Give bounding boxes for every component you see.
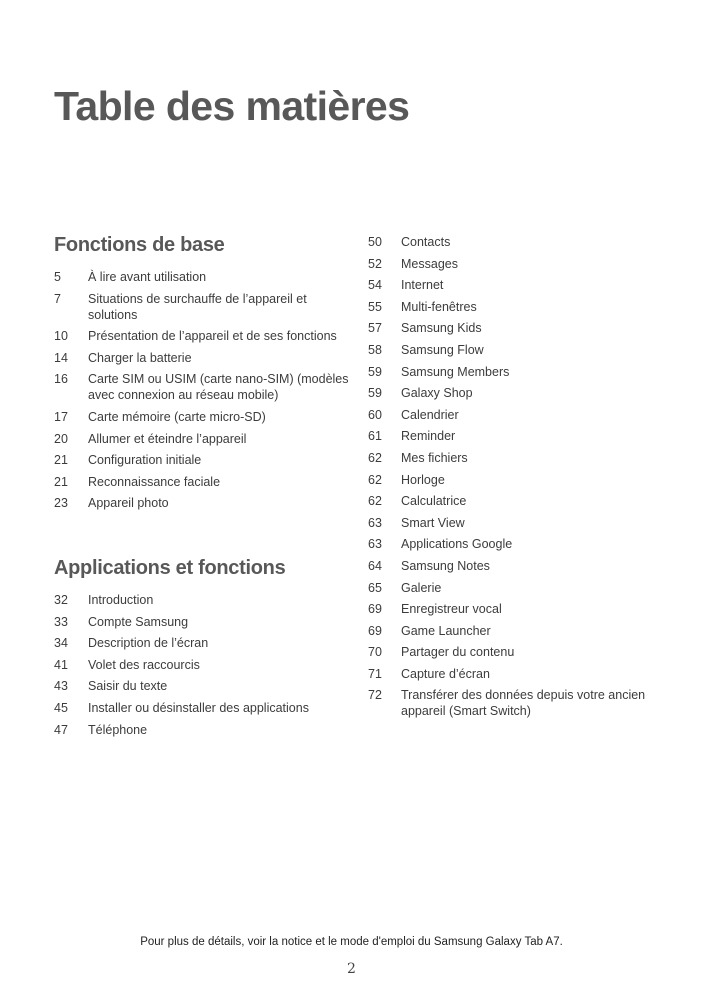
toc-list xyxy=(368,234,668,719)
toc-entry-text: Samsung Members xyxy=(401,364,510,379)
toc-page-number: 59 xyxy=(368,364,382,379)
toc-list xyxy=(54,592,354,738)
toc-page-number: 62 xyxy=(368,472,382,487)
toc-entry-text: Carte mémoire (carte micro-SD) xyxy=(88,409,266,424)
toc-entry[interactable] xyxy=(54,700,354,716)
toc-entry-text: Samsung Kids xyxy=(401,321,482,336)
toc-entry-text: Compte Samsung xyxy=(88,614,189,629)
toc-entry[interactable] xyxy=(368,428,668,444)
toc-entry-text: Transférer des données depuis votre ancien appareil (Smart Switch) xyxy=(401,688,646,719)
toc-entry-text: Présentation de l’appareil et de ses fonctions xyxy=(88,329,337,344)
toc-entry[interactable] xyxy=(368,407,668,423)
toc-entry-text: Reminder xyxy=(401,429,456,444)
toc-entry-text: Samsung Notes xyxy=(401,558,490,573)
toc-page-number: 47 xyxy=(54,722,68,737)
toc-page-number: 17 xyxy=(54,409,68,424)
toc-entry[interactable] xyxy=(54,328,354,344)
toc-entry[interactable] xyxy=(368,299,668,315)
toc-page-number: 54 xyxy=(368,278,382,293)
toc-page-number: 14 xyxy=(54,350,68,365)
toc-entry[interactable] xyxy=(54,722,354,738)
toc-entry[interactable] xyxy=(54,678,354,694)
toc-entry-text: Configuration initiale xyxy=(88,453,202,468)
toc-entry[interactable] xyxy=(368,644,668,660)
toc-entry[interactable] xyxy=(368,320,668,336)
toc-entry[interactable] xyxy=(368,342,668,358)
toc-entry-text: Description de l’écran xyxy=(88,636,209,651)
toc-entry[interactable] xyxy=(54,452,354,468)
toc-page-number: 33 xyxy=(54,614,68,629)
toc-entry[interactable] xyxy=(368,601,668,617)
toc-page-number: 70 xyxy=(368,645,382,660)
toc-page-number: 58 xyxy=(368,342,382,357)
toc-entry[interactable] xyxy=(54,657,354,673)
toc-entry-text: Contacts xyxy=(401,235,451,249)
section-heading: Applications et fonctions xyxy=(54,557,286,579)
toc-entry-text: Téléphone xyxy=(88,722,148,737)
toc-entry[interactable] xyxy=(54,371,354,403)
toc-entry[interactable] xyxy=(368,277,668,293)
toc-page-number: 64 xyxy=(368,558,382,573)
toc-page-number: 43 xyxy=(54,679,68,694)
toc-page-number: 69 xyxy=(368,623,382,638)
footer-note: Pour plus de détails, voir la notice et le mode d'emploi du Samsung Galaxy Tab A7. xyxy=(140,936,563,948)
toc-page-number: 21 xyxy=(54,474,68,489)
toc-page-number: 7 xyxy=(54,291,61,306)
toc-entry[interactable] xyxy=(368,385,668,401)
toc-entry-text: Enregistreur vocal xyxy=(401,602,502,617)
toc-entry-text: Game Launcher xyxy=(401,623,491,638)
section-fonctions-de-base xyxy=(54,233,354,517)
toc-page-number: 60 xyxy=(368,407,382,422)
toc-entry-text: Messages xyxy=(401,256,458,271)
toc-page-number: 50 xyxy=(368,235,382,249)
toc-page-number: 21 xyxy=(54,453,68,468)
toc-page-number: 59 xyxy=(368,386,382,401)
section-heading: Fonctions de base xyxy=(54,234,225,256)
toc-entry[interactable] xyxy=(54,474,354,490)
toc-page-number: 61 xyxy=(368,429,382,444)
toc-entry-text: Introduction xyxy=(88,593,154,607)
toc-page-number: 57 xyxy=(368,321,382,336)
toc-page-number: 41 xyxy=(54,657,68,672)
toc-page-number: 52 xyxy=(368,256,382,271)
toc-entry-text: Reconnaissance faciale xyxy=(88,474,221,489)
toc-page-number: 32 xyxy=(54,593,68,607)
section-applications-continued xyxy=(368,234,668,725)
toc-page-number: 62 xyxy=(368,494,382,509)
toc-page-number: 23 xyxy=(54,496,68,511)
toc-page-number: 20 xyxy=(54,431,68,446)
toc-page-number: 62 xyxy=(368,450,382,465)
toc-entry[interactable] xyxy=(54,495,354,511)
toc-entry[interactable] xyxy=(368,536,668,552)
toc-page-number: 5 xyxy=(54,270,61,284)
toc-entry-text: Saisir du texte xyxy=(88,679,168,694)
toc-entry-text: Smart View xyxy=(401,515,465,530)
toc-entry-text: Mes fichiers xyxy=(401,450,468,465)
toc-entry-text: Partager du contenu xyxy=(401,645,515,660)
toc-entry-text: Capture d’écran xyxy=(401,666,490,681)
page-title: Table des matières xyxy=(54,83,410,129)
toc-entry-text: Charger la batterie xyxy=(88,350,192,365)
toc-entry-text: Carte SIM ou USIM (carte nano-SIM) (modèles avec connexion au réseau mobile) xyxy=(88,372,349,403)
toc-entry-text: Horloge xyxy=(401,472,445,487)
toc-page-number: 10 xyxy=(54,329,68,344)
toc-entry[interactable] xyxy=(54,592,354,608)
toc-entry-text: Galerie xyxy=(401,580,442,595)
toc-entry-text: Multi-fenêtres xyxy=(401,299,477,314)
toc-entry-text: À lire avant utilisation xyxy=(88,270,207,284)
toc-entry-text: Situations de surchauffe de l’appareil et solutions xyxy=(88,291,307,322)
toc-entry-text: Internet xyxy=(401,278,444,293)
toc-entry[interactable] xyxy=(54,635,354,651)
toc-entry[interactable] xyxy=(368,623,668,639)
toc-page-number: 71 xyxy=(368,666,382,681)
toc-page-number: 72 xyxy=(368,688,382,703)
toc-page-number: 34 xyxy=(54,636,68,651)
toc-entry[interactable] xyxy=(54,291,354,323)
toc-entry[interactable] xyxy=(54,614,354,630)
toc-entry[interactable] xyxy=(54,269,354,285)
toc-entry-text: Galaxy Shop xyxy=(401,386,473,401)
toc-page-number: 16 xyxy=(54,372,68,387)
toc-list xyxy=(54,269,354,511)
toc-entry-text: Allumer et éteindre l’appareil xyxy=(88,431,247,446)
section-applications-et-fonctions xyxy=(54,556,354,743)
toc-entry[interactable] xyxy=(368,493,668,509)
toc-page-number: 65 xyxy=(368,580,382,595)
toc-entry[interactable] xyxy=(368,687,668,719)
toc-page-number: 55 xyxy=(368,299,382,314)
toc-entry[interactable] xyxy=(368,558,668,574)
toc-entry[interactable] xyxy=(368,256,668,272)
toc-page-number: 45 xyxy=(54,700,68,715)
toc-entry[interactable] xyxy=(368,364,668,380)
toc-entry-text: Appareil photo xyxy=(88,496,169,511)
toc-entry-text: Volet des raccourcis xyxy=(88,657,200,672)
toc-entry[interactable] xyxy=(368,515,668,531)
toc-entry[interactable] xyxy=(368,450,668,466)
page-number: 2 xyxy=(347,961,356,977)
toc-page-number: 69 xyxy=(368,602,382,617)
toc-entry[interactable] xyxy=(368,234,668,250)
toc-entry[interactable] xyxy=(54,431,354,447)
toc-entry-text: Installer ou désinstaller des applications xyxy=(88,700,309,715)
toc-entry[interactable] xyxy=(368,472,668,488)
toc-entry-text: Samsung Flow xyxy=(401,342,484,357)
toc-entry[interactable] xyxy=(368,580,668,596)
toc-entry[interactable] xyxy=(54,350,354,366)
toc-page-number: 63 xyxy=(368,537,382,552)
toc-entry-text: Applications Google xyxy=(401,537,513,552)
toc-entry[interactable] xyxy=(54,409,354,425)
toc-page-number: 63 xyxy=(368,515,382,530)
toc-entry-text: Calendrier xyxy=(401,407,459,422)
toc-entry-text: Calculatrice xyxy=(401,494,467,509)
toc-entry[interactable] xyxy=(368,666,668,682)
